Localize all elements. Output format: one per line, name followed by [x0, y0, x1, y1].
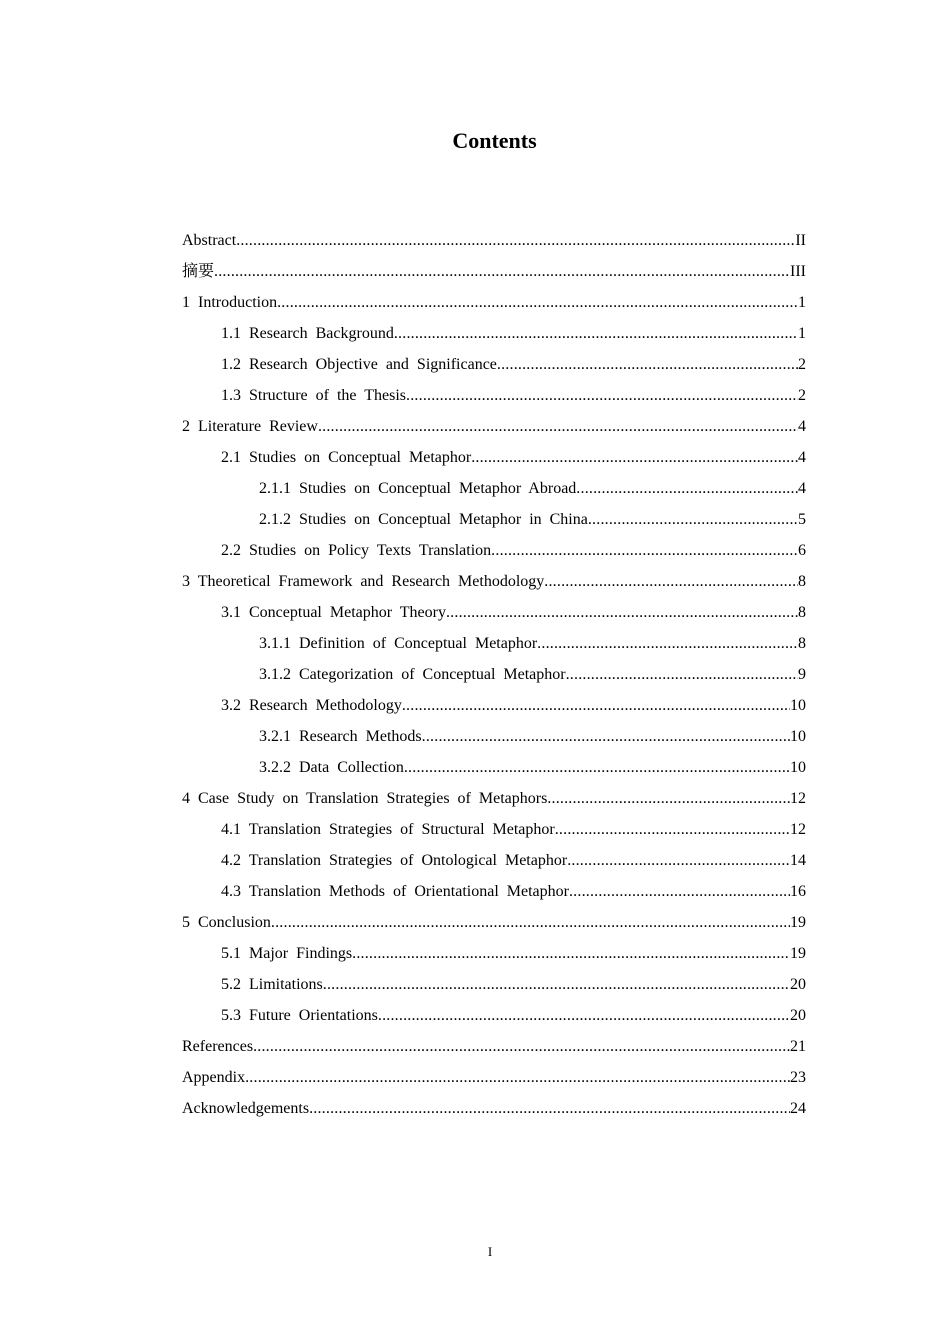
toc-entry[interactable]: [182, 910, 806, 941]
page-number: I: [487, 1244, 493, 1259]
toc-entry-label: 5.2 Limitations: [221, 976, 323, 993]
toc-entry-page-number: 8: [798, 573, 806, 590]
toc-entry[interactable]: [182, 290, 806, 321]
toc-entry[interactable]: [182, 972, 806, 1003]
dot-leader: [544, 569, 798, 595]
toc-entry-page-number: 14: [790, 852, 806, 869]
toc-entry[interactable]: [182, 631, 806, 662]
dot-leader: [214, 259, 790, 285]
dot-leader: [404, 755, 790, 781]
toc-entry[interactable]: [182, 600, 806, 631]
toc-entry-page-number: 4: [798, 449, 806, 466]
toc-entry[interactable]: [182, 755, 806, 786]
dot-leader: [497, 352, 798, 378]
toc-entry-page-number: 20: [790, 1007, 806, 1024]
toc-entry-label: 3.1 Conceptual Metaphor Theory: [221, 604, 446, 621]
dot-leader: [576, 476, 798, 502]
toc-entry-label: References: [182, 1038, 254, 1055]
toc-entry-page-number: 16: [790, 883, 806, 900]
toc-entry[interactable]: [182, 538, 806, 569]
dot-leader: [569, 879, 790, 905]
toc-entry-label: 2 Literature Review: [182, 418, 318, 435]
dot-leader: [309, 1096, 790, 1122]
toc-entry-page-number: 6: [798, 542, 806, 559]
dot-leader: [236, 228, 795, 254]
dot-leader: [567, 848, 790, 874]
toc-entry-page-number: 8: [798, 635, 806, 652]
dot-leader: [547, 786, 790, 812]
toc-entry-page-number: 2: [798, 387, 806, 404]
toc-entry-label: 4.2 Translation Strategies of Ontological Metaphor: [221, 852, 568, 869]
toc-entry[interactable]: [182, 693, 806, 724]
dot-leader: [471, 445, 798, 471]
toc-entry-page-number: II: [795, 232, 806, 249]
dot-leader: [253, 1034, 790, 1060]
toc-entry-page-number: 8: [798, 604, 806, 621]
toc-entry-page-number: 10: [790, 728, 806, 745]
toc-entry[interactable]: [182, 228, 806, 259]
toc-entry-page-number: 19: [790, 945, 806, 962]
toc-entry[interactable]: [182, 414, 806, 445]
toc-entry-page-number: 10: [790, 759, 806, 776]
dot-leader: [378, 1003, 790, 1029]
dot-leader: [402, 693, 790, 719]
toc-entry[interactable]: [182, 1034, 806, 1065]
toc-entry-page-number: 23: [790, 1069, 806, 1086]
toc-entry[interactable]: [182, 1003, 806, 1034]
toc-entry-label: 2.2 Studies on Policy Texts Translation: [221, 542, 492, 559]
toc-entry[interactable]: [182, 476, 806, 507]
toc-entry[interactable]: [182, 662, 806, 693]
toc-entry-page-number: 20: [790, 976, 806, 993]
toc-entry-page-number: 24: [790, 1100, 806, 1117]
toc-entry-label: 1 Introduction: [182, 294, 278, 311]
toc-entry-page-number: III: [790, 263, 806, 280]
toc-entry-page-number: 4: [798, 480, 806, 497]
toc-entry[interactable]: [182, 1096, 806, 1127]
dot-leader: [245, 1065, 790, 1091]
toc-entry-page-number: 1: [798, 325, 806, 342]
dot-leader: [555, 817, 790, 843]
toc-entry-label: 3 Theoretical Framework and Research Methodology: [182, 573, 545, 590]
toc-entry-page-number: 2: [798, 356, 806, 373]
dot-leader: [318, 414, 798, 440]
toc-entry-page-number: 21: [790, 1038, 806, 1055]
toc-entry-page-number: 12: [790, 821, 806, 838]
toc-entry[interactable]: [182, 383, 806, 414]
toc-entry-label: 1.2 Research Objective and Significance: [221, 356, 497, 373]
toc-entry-page-number: 10: [790, 697, 806, 714]
dot-leader: [323, 972, 790, 998]
toc-entry-label: 4 Case Study on Translation Strategies of Metaphors: [182, 790, 548, 807]
toc-entry-label: 2.1.1 Studies on Conceptual Metaphor Abroad: [259, 480, 577, 497]
toc-entry[interactable]: [182, 569, 806, 600]
toc-entry[interactable]: [182, 507, 806, 538]
toc-entry-page-number: 12: [790, 790, 806, 807]
toc-entry-page-number: 9: [798, 666, 806, 683]
toc-entry-label: 3.2.1 Research Methods: [259, 728, 422, 745]
dot-leader: [394, 321, 798, 347]
toc-entry[interactable]: [182, 1065, 806, 1096]
toc-entry-label: 3.2 Research Methodology: [221, 697, 402, 714]
dot-leader: [491, 538, 798, 564]
toc-entry-label: 摘要: [182, 263, 215, 280]
toc-entry-page-number: 1: [798, 294, 806, 311]
toc-entry-page-number: 19: [790, 914, 806, 931]
toc-entry-label: 1.1 Research Background: [221, 325, 394, 342]
toc-entry-label: 2.1 Studies on Conceptual Metaphor: [221, 449, 472, 466]
toc-entry-label: 3.1.2 Categorization of Conceptual Metaphor: [259, 666, 566, 683]
toc-entry-label: 5 Conclusion: [182, 914, 271, 931]
toc-entry[interactable]: [182, 259, 806, 290]
toc-entry-label: Acknowledgements: [182, 1100, 310, 1117]
toc-entry-page-number: 5: [798, 511, 806, 528]
dot-leader: [446, 600, 798, 626]
toc-entry-page-number: 4: [798, 418, 806, 435]
toc-entry-label: 4.3 Translation Methods of Orientational Metaphor: [221, 883, 569, 900]
dot-leader: [537, 631, 798, 657]
toc-entry[interactable]: [182, 321, 806, 352]
toc-entry[interactable]: [182, 817, 806, 848]
dot-leader: [422, 724, 790, 750]
toc-entry[interactable]: [182, 352, 806, 383]
table-of-contents: [182, 228, 806, 1127]
toc-entry-label: 5.3 Future Orientations: [221, 1007, 378, 1024]
toc-entry-label: 2.1.2 Studies on Conceptual Metaphor in China: [259, 511, 588, 528]
toc-entry-label: Abstract: [182, 232, 237, 249]
dot-leader: [566, 662, 798, 688]
toc-entry-label: 5.1 Major Findings: [221, 945, 353, 962]
toc-entry[interactable]: [182, 848, 806, 879]
dot-leader: [406, 383, 798, 409]
toc-entry[interactable]: [182, 879, 806, 910]
dot-leader: [271, 910, 790, 936]
toc-entry[interactable]: [182, 786, 806, 817]
dot-leader: [588, 507, 798, 533]
toc-entry-label: 4.1 Translation Strategies of Structural Metaphor: [221, 821, 555, 838]
toc-entry-label: 3.2.2 Data Collection: [259, 759, 404, 776]
dot-leader: [352, 941, 790, 967]
toc-entry-label: Appendix: [182, 1069, 246, 1086]
toc-entry[interactable]: [182, 445, 806, 476]
toc-entry-label: 3.1.1 Definition of Conceptual Metaphor: [259, 635, 538, 652]
page-title: Contents: [452, 128, 537, 153]
dot-leader: [277, 290, 798, 316]
toc-entry[interactable]: [182, 724, 806, 755]
toc-entry[interactable]: [182, 941, 806, 972]
toc-entry-label: 1.3 Structure of the Thesis: [221, 387, 407, 404]
